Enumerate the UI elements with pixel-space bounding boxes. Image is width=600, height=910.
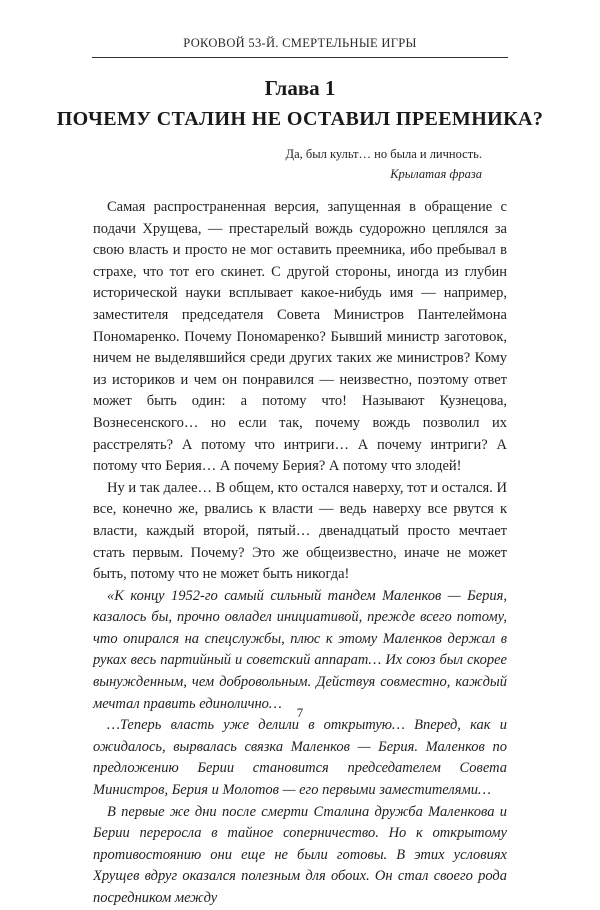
quote-paragraph: …Теперь власть уже делили в открытую… Вперед, как и ожидалось, вырвалась связка Маленков — Берия. Маленков по предложению Берии становится председателем Совета Министров, Берия и Молотов — его первыми заместителями… — [93, 717, 507, 799]
quote-paragraph: В первые же дни после смерти Сталина дружба Маленкова и Берии переросла в тайное соперничество. Но к открытому противостоянию они еще не были готовы. В этих условиях Хрущев вдруг оказался полезным для обоих. Он стал своего рода посредником между — [93, 803, 507, 906]
epigraph-source: Крылатая фраза — [390, 167, 482, 181]
paragraph: Самая распространенная версия, запущенная в обращение с подачи Хрущева, — престарелый вождь судорожно цеплялся за свою власть и просто не мог оставить преемника, ибо пребывал в страхе, что тот его скинет. С другой стороны, иногда из глубин исторической науки всплывает какое-нибудь имя — например, заместителя председателя Совета Министров Пантелеймона Пономаренко. Почему Пономаренко? Бывший министр заготовок, ничем не выделявшийся среди других таких же министров? Кому из историков и чем он понравился — неизвестно, поэтому ответ может быть один: а потому что! Называют Кузнецова, Вознесенского… но если так, почему вождь позволил их расстрелять? А потому что интриги… А почему интриги? А потому что Берия… А почему Берия? А потому что злодей! — [93, 199, 507, 475]
chapter-label: Глава 1 — [264, 76, 336, 100]
paragraph: Ну и так далее… В общем, кто остался наверху, тот и остался. И все, конечно же, рвались к власти — ведь наверху все рвутся к власти, каждый второй, пятый… двенадцатый просто мечтает стать первым. Почему? Это же общеизвестно, иначе не может быть, потому что не может быть никогда! — [93, 479, 507, 583]
page-number: 7 — [296, 705, 304, 720]
epigraph-text: Да, был культ… но была и личность. — [285, 147, 482, 161]
quote-paragraph: «К концу 1952-го самый сильный тандем Маленков — Берия, казалось бы, прочно овладел инициативой, прежде всего потому, что опирался на спецслужбы, плюс к этому Маленков держал в руках весь партийный и советский аппарат… Их союз был скорее вынужденным, чем добровольным. Действуя совместно, каждый мечтал править единолично… — [93, 587, 507, 712]
header-rule — [92, 57, 508, 58]
running-head: РОКОВОЙ 53-Й. СМЕРТЕЛЬНЫЕ ИГРЫ — [183, 36, 417, 50]
body-text — [93, 197, 507, 910]
epigraph — [286, 144, 482, 184]
chapter-title: ПОЧЕМУ СТАЛИН НЕ ОСТАВИЛ ПРЕЕМНИКА? — [56, 108, 544, 130]
